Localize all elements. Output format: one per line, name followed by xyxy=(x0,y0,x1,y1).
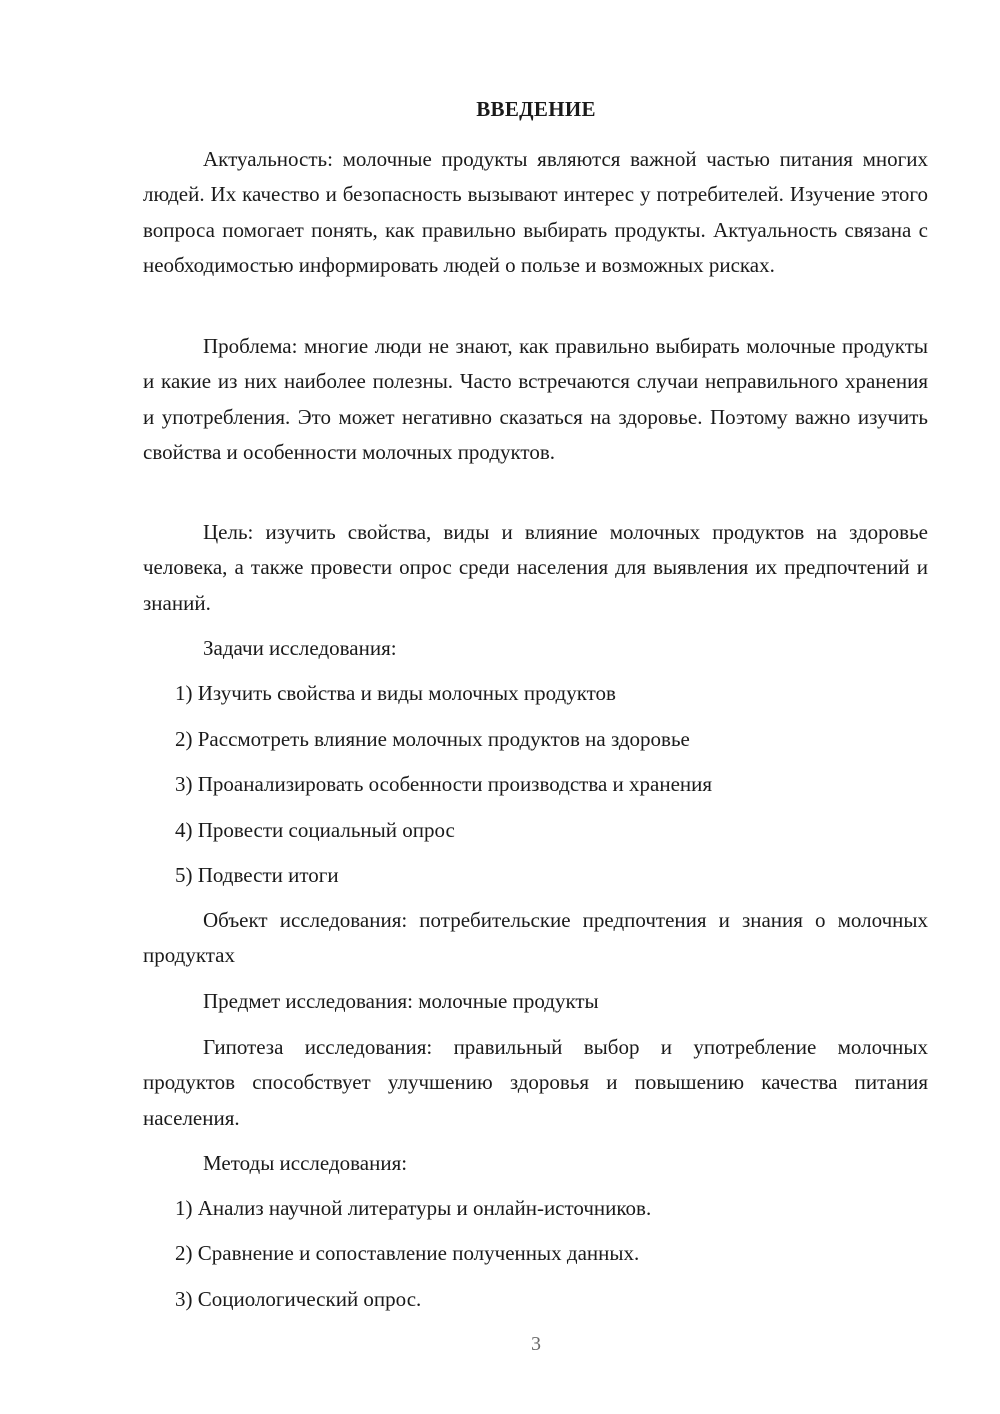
hypothesis-paragraph: Гипотеза исследования: правильный выбор и употребление молочных продуктов способствует улучшению здоровья и повышению качества питания населения. xyxy=(143,1035,928,1130)
method-item-2: 2) Сравнение и сопоставление полученных данных. xyxy=(175,1241,640,1265)
goal-paragraph: Цель: изучить свойства, виды и влияние молочных продуктов на здоровье человека, а также провести опрос среди населения для выявления их предпочтений и знаний. xyxy=(143,520,928,615)
method-item-3: 3) Социологический опрос. xyxy=(175,1287,422,1311)
task-item-5: 5) Подвести итоги xyxy=(175,863,339,887)
object-paragraph: Объект исследования: потребительские предпочтения и знания о молочных продуктах xyxy=(143,908,928,968)
task-item-1: 1) Изучить свойства и виды молочных продуктов xyxy=(175,681,616,705)
task-item-3: 3) Проанализировать особенности производства и хранения xyxy=(175,772,713,796)
task-item-4: 4) Провести социальный опрос xyxy=(175,818,455,842)
tasks-heading: Задачи исследования: xyxy=(203,636,397,660)
methods-heading: Методы исследования: xyxy=(203,1151,408,1175)
method-item-1: 1) Анализ научной литературы и онлайн-источников. xyxy=(175,1196,652,1220)
task-item-2: 2) Рассмотреть влияние молочных продуктов на здоровье xyxy=(175,727,690,751)
relevance-paragraph: Актуальность: молочные продукты являются важной частью питания многих людей. Их качество и безопасность вызывают интерес у потребителей. Изучение этого вопроса помогает понять, как правильно выбирать продукты. Актуальность связана с необходимостью информировать людей о пользе и возможных рисках. xyxy=(143,147,928,277)
section-title: ВВЕДЕНИЕ xyxy=(476,97,596,121)
subject-line: Предмет исследования: молочные продукты xyxy=(203,989,599,1013)
problem-paragraph: Проблема: многие люди не знают, как правильно выбирать молочные продукты и какие из них наиболее полезны. Часто встречаются случаи неправильного хранения и употребления. Это может негативно сказаться на здоровье. Поэтому важно изучить свойства и особенности молочных продуктов. xyxy=(143,334,928,464)
page-number: 3 xyxy=(531,1333,541,1355)
